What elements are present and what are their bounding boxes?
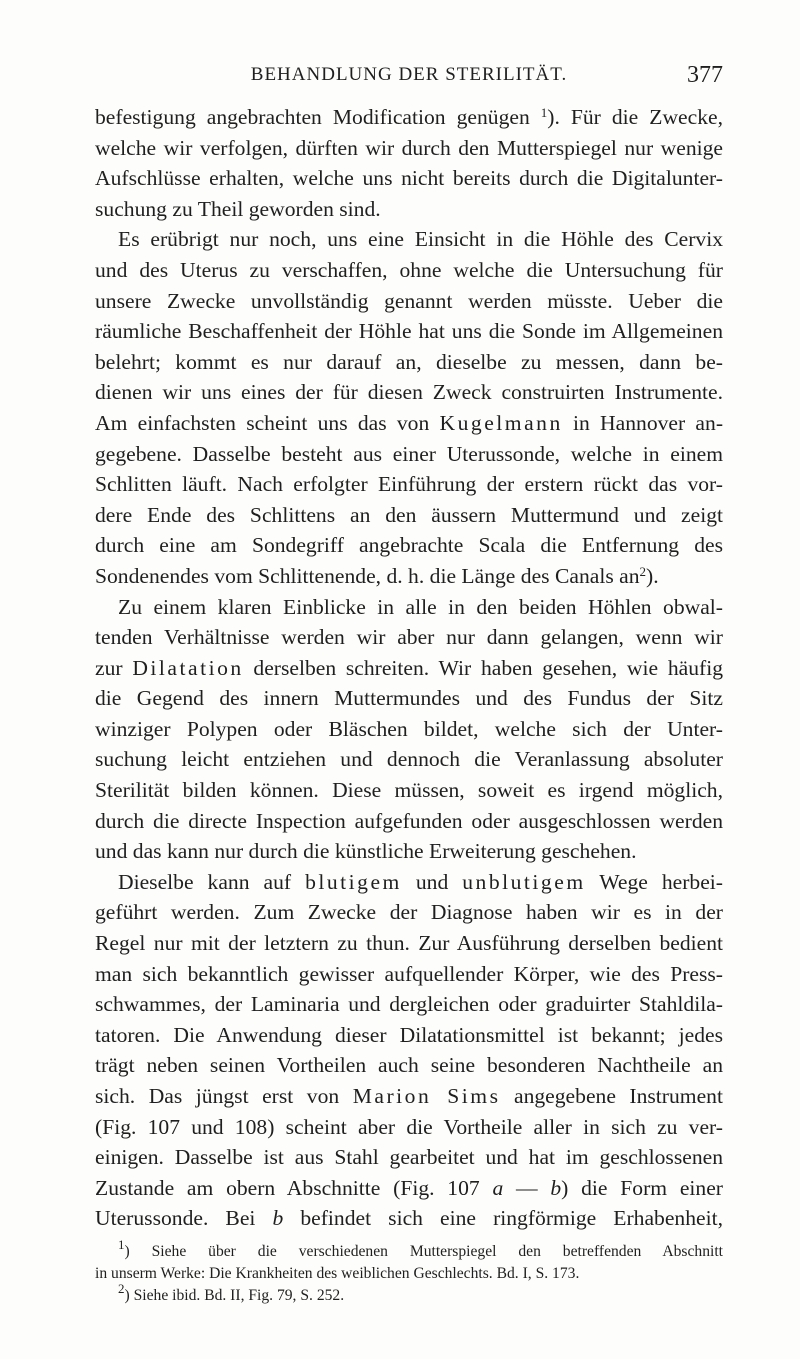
text-line: zur Dilatation derselben schreiten. Wir haben gesehen, wie häufig: [95, 655, 723, 680]
text-line: Am einfachsten scheint uns das von Kugelmann in Hannover an-: [95, 410, 724, 435]
text-line: Sterilität bilden können. Diese müssen, soweit es irgend möglich,: [95, 778, 723, 803]
text-line: trägt neben seinen Vortheilen auch seine besonderen Nachtheile an: [95, 1053, 723, 1078]
text-line: die Gegend des innern Muttermundes und des Fundus der Sitz: [95, 686, 723, 711]
text-line: dienen wir uns eines der für diesen Zweck construirten Instrumente.: [95, 380, 723, 405]
footnote-mark: 2: [118, 1281, 125, 1296]
person-name: Marion Sims: [352, 1084, 501, 1108]
paragraph-start: Dieselbe kann auf blutigem und unblutigem Wege herbei-: [118, 869, 723, 894]
text-line: suchung leicht entziehen und dennoch die Veranlassung absoluter: [95, 747, 723, 772]
footnote-2: $^2$) Siehe ibid. Bd. II, Fig. 79, S. 252.: [118, 1281, 345, 1304]
page-header: [95, 62, 723, 92]
text-line: welche wir verfolgen, dürften wir durch den Mutterspiegel nur wenige: [95, 135, 723, 160]
text-line: befestigung angebrachten Modification genügen $^1$). Für die Zwecke,: [95, 105, 723, 129]
text-line: schwammes, der Laminaria und dergleichen oder graduirter Stahldila-: [95, 992, 723, 1017]
text-line: gegebene. Dasselbe besteht aus einer Uterussonde, welche in einem: [95, 441, 723, 466]
page-number: 377: [687, 62, 723, 88]
figure-label: b: [550, 1175, 562, 1200]
text-line: geführt werden. Zum Zwecke der Diagnose haben wir es in der: [95, 900, 723, 925]
text-line: sich. Das jüngst erst von Marion Sims angegebene Instrument: [95, 1084, 723, 1108]
running-title: BEHANDLUNG DER STERILITÄT.: [250, 64, 568, 85]
paragraph-start: Zu einem klaren Einblicke in alle in den beiden Höhlen obwal-: [118, 594, 723, 619]
footnote-1-cont: in unserm Werke: Die Krankheiten des weiblichen Geschlechts. Bd. I, S. 173.: [95, 1265, 580, 1282]
text-line: räumliche Beschaffenheit der Höhle hat uns die Sonde im Allgemeinen: [95, 319, 723, 344]
text-line: durch die directe Inspection aufgefunden oder ausgeschlossen werden: [95, 808, 723, 833]
text-line: dere Ende des Schlittens an den äussern Muttermund und zeigt: [95, 502, 723, 527]
text-line: belehrt; kommt es nur darauf an, dieselbe zu messen, dann be-: [95, 349, 723, 374]
text-line: tenden Verhältnisse werden wir aber nur dann gelangen, wenn wir: [95, 625, 723, 650]
text-line: einigen. Dasselbe ist aus Stahl gearbeitet und hat im geschlossenen: [95, 1145, 723, 1170]
paragraph-start: Es erübrigt nur noch, uns eine Einsicht in die Höhle des Cervix: [118, 227, 723, 252]
emphasized-term: unblutigem: [462, 869, 586, 894]
emphasized-term: Dilatation: [132, 655, 244, 680]
emphasized-term: blutigem: [305, 869, 402, 894]
text-line: unsere Zwecke unvollständig genannt werden müsste. Ueber die: [95, 288, 723, 313]
text-line: man sich bekanntlich gewisser aufquellender Körper, wie des Press-: [95, 961, 723, 986]
figure-label: a: [492, 1175, 504, 1200]
footnote-ref[interactable]: 2: [639, 563, 647, 579]
text-line: winziger Polypen oder Bläschen bildet, welche sich der Unter-: [95, 716, 723, 741]
text-line: und des Uterus zu verschaffen, ohne welche die Untersuchung für: [95, 257, 723, 282]
text-line: (Fig. 107 und 108) scheint aber die Vortheile aller in sich zu ver-: [95, 1114, 723, 1139]
main-text: [95, 102, 723, 1234]
text-line: Schlitten läuft. Nach erfolgter Einführung der erstern rückt das vor-: [95, 472, 723, 497]
text-line: Uterussonde. Bei b befindet sich eine ringförmige Erhabenheit,: [95, 1206, 723, 1231]
text-line: tatoren. Die Anwendung dieser Dilatationsmittel ist bekannt; jedes: [95, 1022, 723, 1047]
figure-label: b: [272, 1206, 284, 1231]
person-name: Kugelmann: [439, 410, 563, 435]
text-line: Aufschlüsse erhalten, welche uns nicht bereits durch die Digitalunter-: [95, 166, 723, 191]
footnote-mark: 1: [118, 1237, 125, 1252]
text-line: Regel nur mit der letztern zu thun. Zur Ausführung derselben bedient: [95, 931, 723, 956]
footnotes: [95, 1237, 723, 1307]
text-line: durch eine am Sondegriff angebrachte Scala die Entfernung des: [95, 533, 723, 558]
text-line: suchung zu Theil geworden sind.: [95, 196, 381, 221]
text-line: und das kann nur durch die künstliche Erweiterung geschehen.: [95, 839, 637, 864]
text-line: Zustande am obern Abschnitte (Fig. 107 a — b) die Form einer: [95, 1175, 723, 1200]
text-line: Sondenendes vom Schlittenende, d. h. die Länge des Canals $an^2$).: [95, 563, 659, 588]
footnote-1: $^1$) Siehe über die verschiedenen Mutterspiegel den betreffenden Abschnitt: [118, 1237, 723, 1260]
footnote-ref[interactable]: 1: [540, 105, 548, 120]
